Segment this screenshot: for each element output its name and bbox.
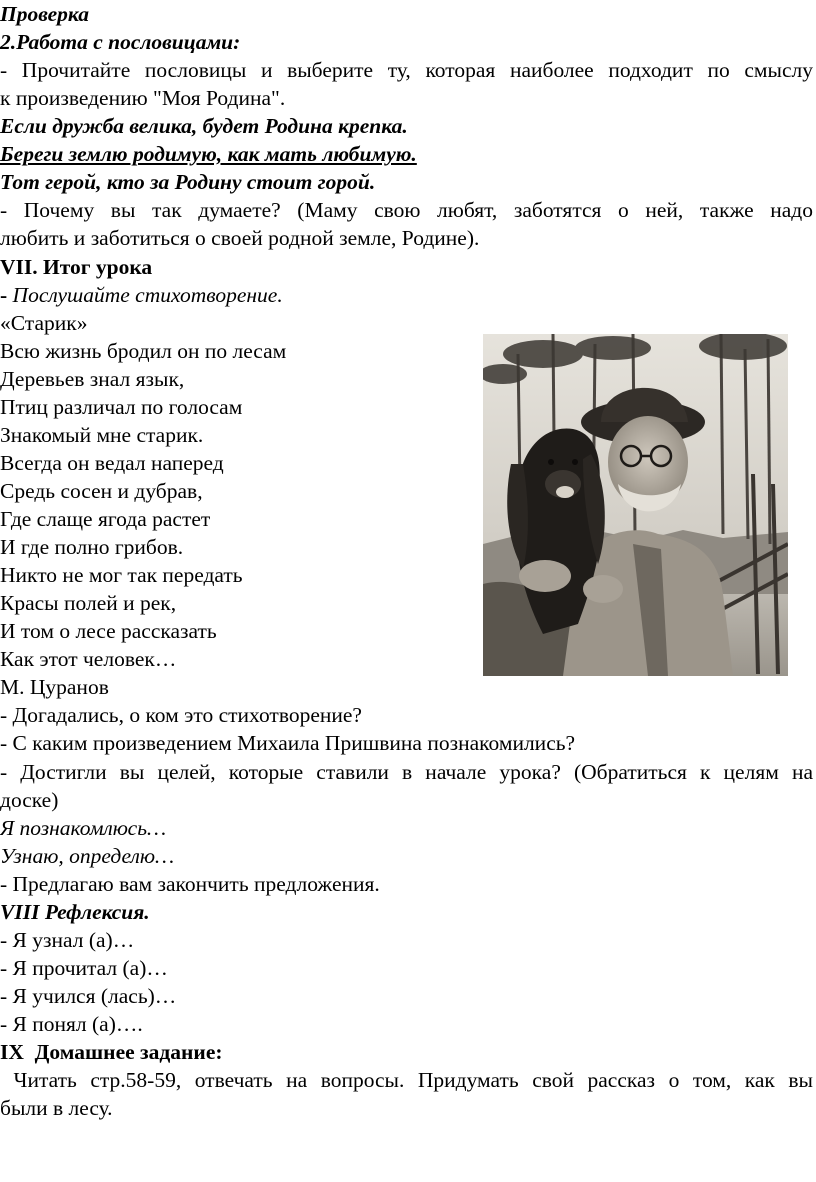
- section7-title: VII. Итог урока: [0, 255, 153, 279]
- poem-author: М. Цуранов: [0, 675, 109, 699]
- listen-dash: -: [0, 283, 8, 307]
- task2-instruction: - Прочитайте пословицы и выберите ту, которая наиболее подходит по смыслу: [0, 58, 813, 82]
- reflection-item: - Я прочитал (а)…: [0, 956, 168, 980]
- poem-line: И где полно грибов.: [0, 535, 184, 559]
- task2-question: - Почему вы так думаете? (Маму свою любят, заботятся о ней, также надо: [0, 198, 813, 222]
- section9-title: IX Домашнее задание:: [0, 1040, 223, 1064]
- poem-line: Всегда он ведал наперед: [0, 451, 224, 475]
- poem-line: Всю жизнь бродил он по лесам: [0, 339, 287, 363]
- task2-title: 2.Работа с пословицами:: [0, 30, 241, 54]
- listen-text: Послушайте стихотворение.: [12, 283, 283, 307]
- lesson-question-cont: доске): [0, 788, 59, 812]
- listen-instruction: [0, 281, 283, 309]
- poem-line: Никто не мог так передать: [0, 563, 243, 587]
- poem-line: И том о лесе рассказать: [0, 619, 217, 643]
- answer-starter: Узнаю, определю…: [0, 844, 175, 868]
- reflection-item: - Я понял (а)….: [0, 1012, 143, 1036]
- lesson-question: - Достигли вы целей, которые ставили в начале урока? (Обратиться к целям на: [0, 760, 813, 784]
- reflection-item: - Я учился (лась)…: [0, 984, 177, 1008]
- poem-line: Где слаще ягода растет: [0, 507, 211, 531]
- poem-line: Средь сосен и дубрав,: [0, 479, 203, 503]
- answer-starter: Я познакомлюсь…: [0, 816, 167, 840]
- check-heading: Проверка: [0, 2, 89, 26]
- task2-question-cont: любить и заботиться о своей родной земле, Родине).: [0, 226, 480, 250]
- finish-prompt: - Предлагаю вам закончить предложения.: [0, 872, 380, 896]
- old-man-with-dog-photo: [483, 334, 788, 676]
- task2-instruction-cont: к произведению "Моя Родина".: [0, 86, 286, 110]
- proverb-2: Береги землю родимую, как мать любимую.: [0, 142, 417, 166]
- homework-text: Читать стр.58-59, отвечать на вопросы. Придумать свой рассказ о том, как вы: [0, 1068, 813, 1092]
- homework-text-cont: были в лесу.: [0, 1096, 113, 1120]
- poem-line: Как этот человек…: [0, 647, 177, 671]
- proverb-3: Тот герой, кто за Родину стоит горой.: [0, 170, 376, 194]
- reflection-item: - Я узнал (а)…: [0, 928, 135, 952]
- poem-line: Красы полей и рек,: [0, 591, 177, 615]
- poem-title: «Старик»: [0, 311, 88, 335]
- poem-line: Деревьев знал язык,: [0, 367, 185, 391]
- lesson-question: - Догадались, о ком это стихотворение?: [0, 703, 362, 727]
- poem-line: Птиц различал по голосам: [0, 395, 243, 419]
- proverb-1: Если дружба велика, будет Родина крепка.: [0, 114, 408, 138]
- poem-line: Знакомый мне старик.: [0, 423, 204, 447]
- section8-title: VIII Рефлексия.: [0, 900, 150, 924]
- lesson-question: - С каким произведением Михаила Пришвина познакомились?: [0, 731, 576, 755]
